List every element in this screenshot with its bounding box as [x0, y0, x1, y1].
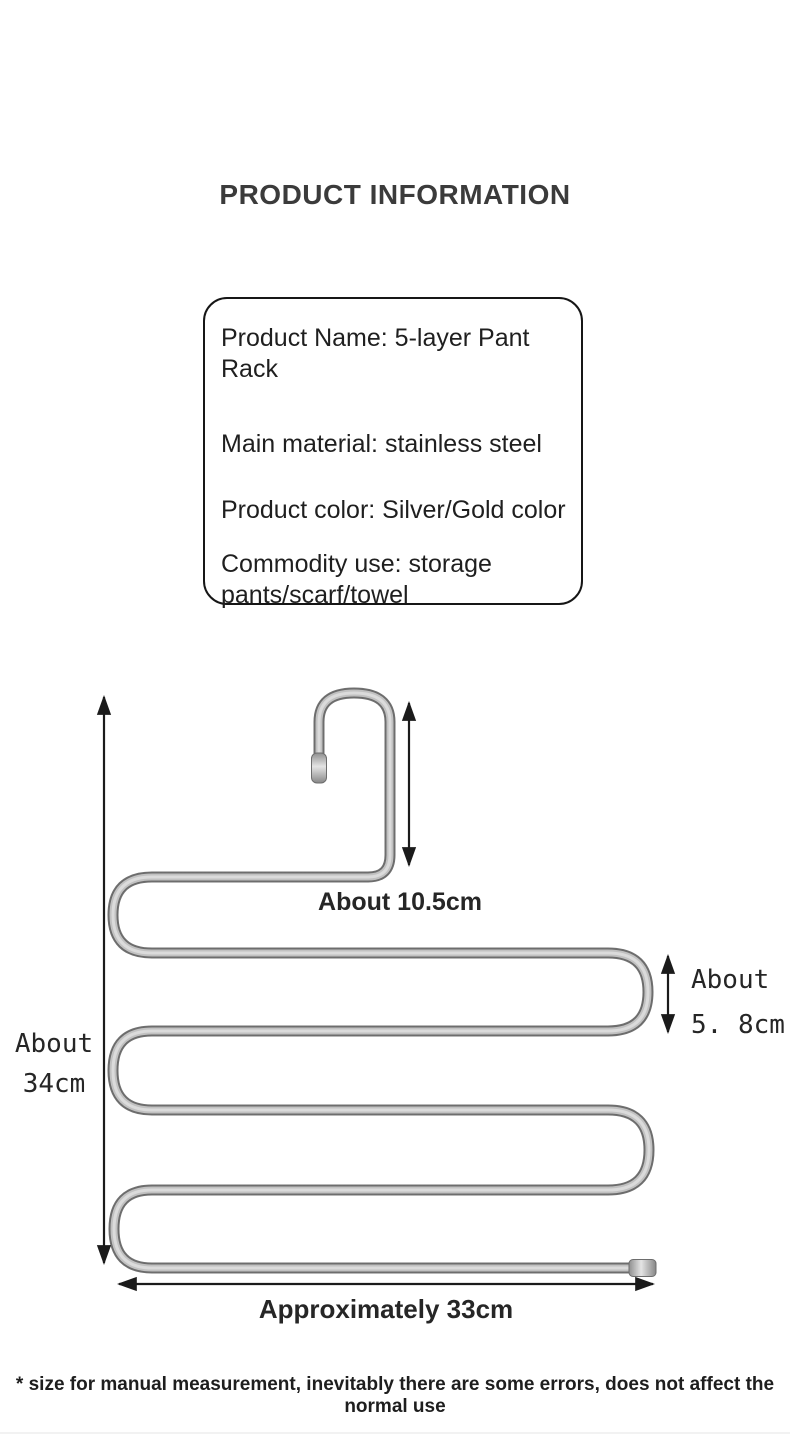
- product-name-line: Product Name: 5-layer Pant Rack: [221, 324, 530, 383]
- layer-gap-label-line1: About: [691, 965, 770, 995]
- layer-gap-label: [691, 958, 786, 1048]
- total-height-label: [8, 1024, 100, 1104]
- total-width-label: Approximately 33cm: [258, 1294, 514, 1324]
- wire-stroke-mid: [113, 693, 649, 1268]
- total-height-label-line1: About: [14, 1029, 94, 1059]
- layer-gap-label-line2: 5. 8cm: [691, 1010, 785, 1040]
- wire-stroke-rim: [113, 693, 649, 1268]
- material-line: Main material: stainless steel: [221, 430, 542, 458]
- use-line: Commodity use: storage pants/scarf/towel: [221, 550, 492, 609]
- hook-height-label: About 10.5cm: [318, 888, 482, 916]
- page-title: PRODUCT INFORMATION: [219, 179, 571, 210]
- color-line: Product color: Silver/Gold color: [221, 495, 566, 524]
- wire-stroke-core: [113, 693, 649, 1268]
- wire-texture: [113, 693, 649, 1268]
- measurement-disclaimer: * size for manual measurement, inevitably there are some errors, does not affect the normal use: [15, 1374, 775, 1417]
- wire-end-cap: [629, 1260, 656, 1277]
- hook-tip-ferrule: [312, 753, 327, 783]
- total-height-label-line2: 34cm: [22, 1069, 86, 1099]
